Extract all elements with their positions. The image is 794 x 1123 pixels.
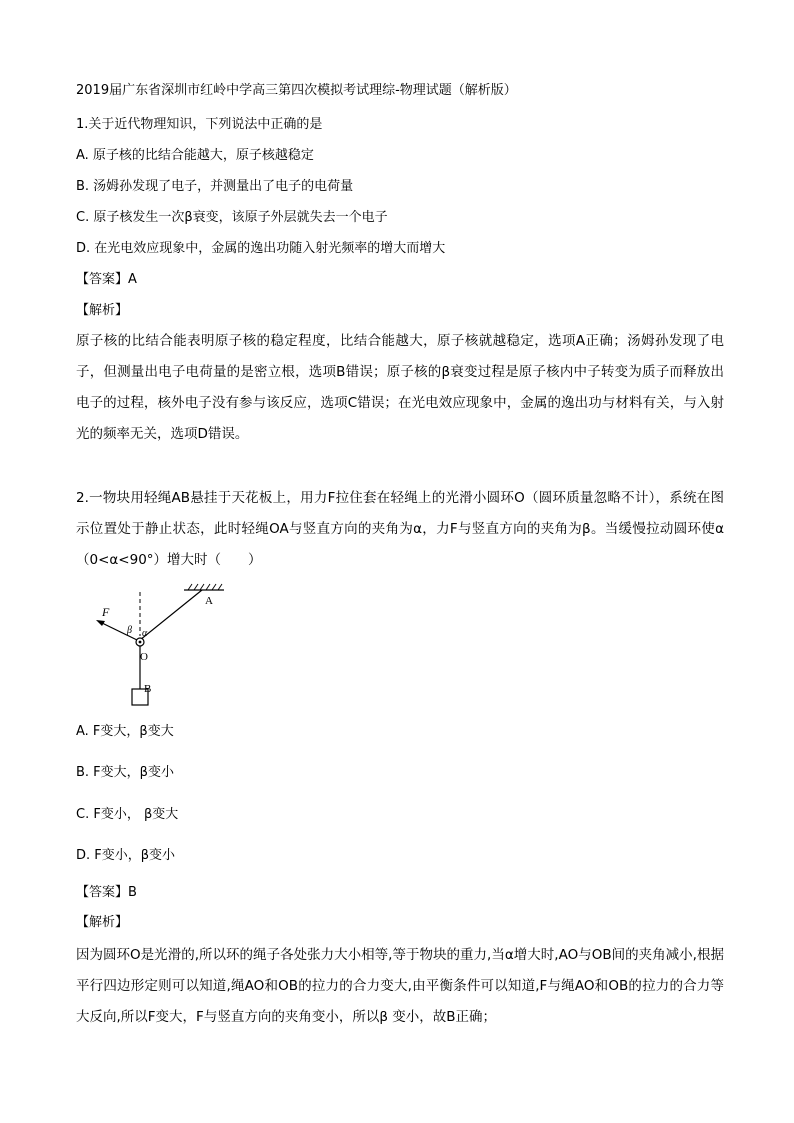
label-o: O <box>140 651 148 663</box>
ceiling-hatch <box>188 584 222 590</box>
q2-stem: 2.一物块用轻绳AB悬挂于天花板上，用力F拉住套在轻绳上的光滑小圆环O（圆环质量忽略不计），系统在图示位置处于静止状态，此时轻绳OA与竖直方向的夹角为α，力F与竖直方向的夹角为β。当缓慢拉动圆环使α（0<α<90°）增大时（ ） <box>76 490 724 568</box>
label-alpha: α <box>142 628 148 639</box>
q1-analysis: 原子核的比结合能表明原子核的稳定程度，比结合能越大，原子核就越稳定，选项A正确；汤姆孙发现了电子，但测量出电子电荷量的是密立根，选项B错误；原子核的β衰变过程是原子核内中子转变为质子而释放出电子的过程，核外电子没有参与该反应，选项C错误；在光电效应现象中，金属的逸出功与材料有关，与入射光的频率无关，选项D错误。 <box>76 333 724 442</box>
label-beta: β <box>127 625 132 636</box>
ring-center <box>139 641 142 644</box>
q1-option-b: B. 汤姆孙发现了电子，并测量出了电子的电荷量 <box>76 179 354 194</box>
q1-option-d: D. 在光电效应现象中，金属的逸出功随入射光频率的增大而增大 <box>76 241 446 256</box>
q2-option-d: D. F变小，β变小 <box>76 848 176 863</box>
q1-option-c: C. 原子核发生一次β衰变，该原子外层就失去一个电子 <box>76 210 388 225</box>
q2-option-a: A. F变大，β变大 <box>76 724 174 739</box>
q2-analysis-label: 【解析】 <box>76 915 129 930</box>
label-b: B <box>144 683 152 695</box>
q2-figure <box>88 578 238 716</box>
q2-option-c: C. F变小， β变大 <box>76 807 179 822</box>
q1-stem: 1.关于近代物理知识，下列说法中正确的是 <box>76 117 323 132</box>
label-a: A <box>205 595 213 607</box>
q2-answer: 【答案】B <box>76 885 137 900</box>
q1-answer: 【答案】A <box>76 272 137 287</box>
q2-analysis: 因为圆环O是光滑的,所以环的绳子各处张力大小相等,等于物块的重力,当α增大时,AO与OB间的夹角减小,根据平行四边形定则可以知道,绳AO和OB的拉力的合力变大,由平衡条件可以知道,F与绳AO和OB的拉力的合力等大反向,所以F变大，F与竖直方向的夹角变小，所以β 变小，故B正确； <box>76 947 724 1025</box>
q1-option-a: A. 原子核的比结合能越大，原子核越稳定 <box>76 148 314 163</box>
q1-analysis-label: 【解析】 <box>76 303 129 318</box>
document-title: 2019届广东省深圳市红岭中学高三第四次模拟考试理综-物理试题（解析版） <box>76 83 517 98</box>
rope-oa <box>140 590 202 640</box>
force-f-arrowhead <box>96 620 105 626</box>
q2-option-b: B. F变大，β变小 <box>76 765 174 780</box>
label-f: F <box>102 605 110 619</box>
